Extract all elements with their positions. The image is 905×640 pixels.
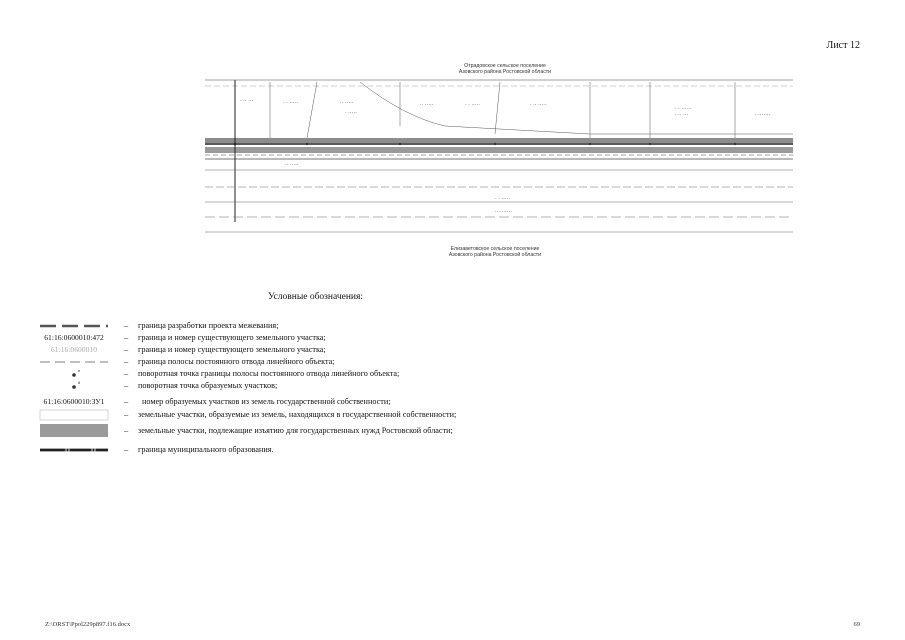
svg-text:·· ·····: ·· ····· [285,162,299,168]
legend-text: граница и номер существующего земельного участка; [138,345,326,354]
svg-text:· ·······: · ······· [755,112,771,118]
legend-item [34,408,654,421]
svg-text:·· ·····: ·· ····· [340,100,354,106]
legend-symbol-parcel-turning-point [34,379,114,392]
svg-text:· ·· ·····: · ·· ····· [530,102,547,108]
svg-text:·· ·······: ·· ······· [495,209,512,215]
withdrawal-strip [205,147,793,153]
bottom-caption-line2: Азовского района Ростовской области [448,252,542,258]
svg-text:· ·····: · ····· [345,110,357,116]
legend-item [34,424,654,437]
legend-dash: – [123,357,129,366]
svg-text:н: н [78,368,81,373]
svg-text:· · ·····: · · ····· [283,100,298,106]
legend-text: граница полосы постоянного отвода линейного объекта; [138,357,335,366]
legend-title: Условные обозначения: [268,292,364,302]
legend-dash: – [123,345,129,354]
legend-text: граница разработки проекта межевания; [138,321,279,330]
legend-text: поворотная точка границы полосы постоянного отвода линейного объекта; [138,369,400,378]
legend-dash: – [123,369,129,378]
legend-dash: – [123,333,129,342]
legend-item [34,379,654,392]
footer-file-path: Z:\ORST\Ppol229p897.f16.docx [45,621,131,628]
legend-dash: – [123,397,129,406]
legend-item [34,443,654,456]
svg-text:· · ·····: · · ····· [465,102,480,108]
sheet-label: Лист 12 [826,40,860,51]
svg-text:·· ·····: ·· ····· [420,102,434,108]
upper-parcel-dividers [235,80,735,140]
legend-dash: – [123,381,129,390]
legend-symbol-new-parcel-number: 61:16:0600010:ЗУ1 [43,397,105,406]
legend-dash: – [123,426,129,435]
svg-text:· · ·····: · · ····· [495,196,510,202]
bottom-caption-line1: Елизаветовское сельское поселение [450,246,540,252]
legend-dash: – [123,410,129,419]
legend-symbol-existing-parcel: 61:16:0600010:472 [44,333,104,342]
upper-parcel-labels [240,98,771,118]
legend-symbol-withdrawal-parcel [34,424,114,437]
top-caption-line2: Азовского района Ростовской области [458,69,552,75]
road-strip-upper [205,138,793,143]
legend-dash: – [123,445,129,454]
legend-text: поворотная точка образуемых участков; [138,381,278,390]
legend-text: земельные участки, образуемые из земель, находящихся в государственной собственности; [138,410,457,419]
svg-text:8: 8 [78,380,81,385]
footer-page-number: 69 [853,621,860,628]
legend-symbol-municipal-boundary [34,443,114,456]
legend-text: граница и номер существующего земельного участка; [138,333,326,342]
svg-text:· ·· ···: · ·· ··· [675,112,689,118]
svg-text:· · ······: · · ······ [675,106,692,112]
cadastral-map [195,62,800,267]
legend-text: граница муниципального образования. [138,445,274,454]
legend-symbol-existing-parcel-grey: 61:16:0600010 [51,345,97,354]
legend-text: номер образуемых участков из земель государственной собственности; [142,397,391,406]
legend-item [34,395,654,408]
legend-text: земельные участки, подлежащие изъятию для государственных нужд Ростовской области; [138,426,453,435]
top-caption-line1: Отрадовское сельское поселение [464,63,546,69]
legend-symbol-state-land-parcel [34,408,114,421]
curved-parcel-boundary [360,82,793,134]
legend-dash: – [123,321,129,330]
svg-text:· ·· ···: · ·· ··· [240,98,254,104]
